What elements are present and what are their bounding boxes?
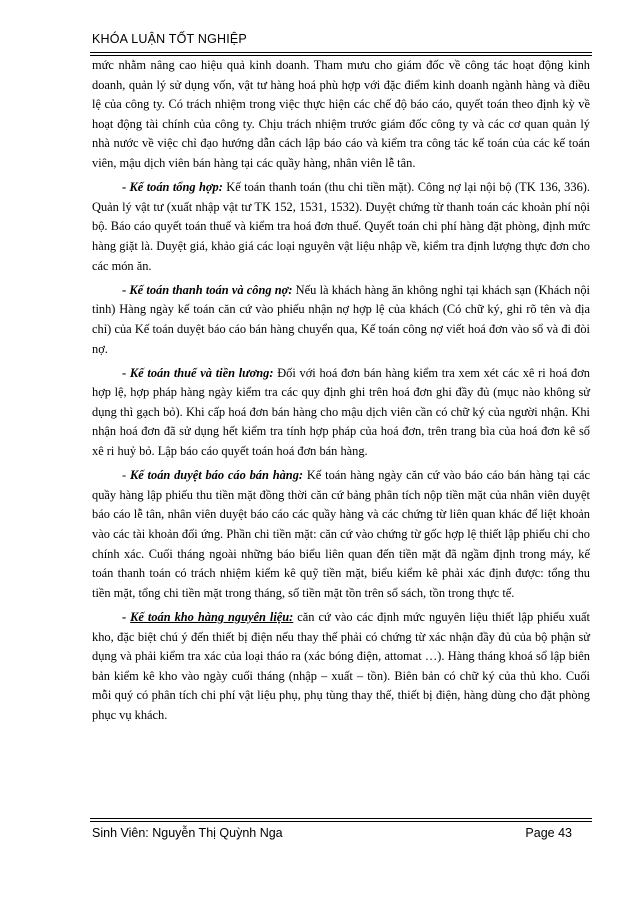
paragraph-label: Kế toán thuế và tiền lương:	[129, 365, 274, 380]
paragraph-lead: -	[122, 468, 130, 483]
paragraph-ke-toan-duyet-bao-cao	[92, 466, 590, 603]
paragraph-label: Kế toán duyệt báo cáo bán hàng:	[129, 468, 304, 483]
paragraph-lead: -	[122, 282, 130, 297]
paragraph-lead: -	[122, 610, 131, 624]
paragraph-ke-toan-tong-hop	[92, 178, 590, 276]
paragraph-lead: -	[122, 365, 130, 380]
paragraph-ke-toan-thue	[92, 364, 590, 462]
paragraph-label: Kế toán thanh toán và công nợ:	[129, 282, 293, 297]
paragraph-text: Kế toán hàng ngày căn cứ vào báo cáo bán hàng tại các quầy hàng lập phiếu thu tiền mặt đồng thời căn cứ bảng phân tích nộp tiền mặt của nhân viên duyệt báo cáo lễ tân, nhân viên duyệt báo cáo các quầy hàng và các chứng từ liên quan khác để liệt khoản vào các tài khoản đối ứng. Phần chi tiền mặt: căn cứ vào chứng từ gốc hợp lệ thiết lập phiếu chi cho chính xác. Cuối tháng ngoài những báo biểu liên quan đến tiền mặt đã ngầm định trong máy, kế toán thanh toán có trách nhiệm kiểm kê quỹ tiền mặt, biểu kiểm kê phải xác định được: tổng thu tiền mặt, tổng chi tiền mặt trong tháng, số tiền mặt tồn trên sổ sách, tồn trong thực tế.	[92, 468, 590, 600]
footer-divider	[90, 818, 592, 822]
footer-page-number: Page 43	[525, 826, 572, 840]
paragraph-text: căn cứ vào các định mức nguyên liệu thiết lập phiếu xuất kho, đặc biệt chú ý đến thiết bị điện nếu thay thế phải có chứng từ xác nhận đầy đủ của bộ phận sử dụng và phải kiểm tra xác của loại tháo ra (xác bóng điện, attomat …). Hàng tháng khoá sổ lập biên bản kiểm kê kho vào ngày cuối tháng (nhập – xuất – tồn). Biên bản có chữ ký của thủ kho. Cuối mỗi quý có phân tích chi phí vật liệu phụ, phụ tùng thay thế, thiết bị điện, hàng dùng cho đặt phòng phục vụ khách.	[92, 610, 590, 722]
paragraph-text: mức nhằm nâng cao hiệu quả kinh doanh. Tham mưu cho giám đốc về công tác hoạt động kinh doanh, quản lý sử dụng vốn, vật tư hàng hoá phù hợp với đặc điểm kinh doanh ngành hàng và điều lệ của công ty. Có trách nhiệm trong việc thực hiện các chế độ báo cáo, quyết toán theo định kỳ về hoạt động tài chính của công ty. Chịu trách nhiệm trước giám đốc công ty và các cơ quan quản lý nhà nước về việc chỉ đạo hướng dẫn cách lập báo cáo và kiểm tra công tác kế toán của các kế toán viên, mậu dịch viên bán hàng tại các quầy hàng, nhân viên lễ tân.	[92, 58, 590, 170]
paragraph-lead: -	[122, 180, 130, 195]
footer-student-name: Sinh Viên: Nguyễn Thị Quỳnh Nga	[92, 826, 283, 840]
paragraph-text: Nếu là khách hàng ăn không nghỉ tại khách sạn (Khách nội tỉnh) Hàng ngày kế toán căn cứ vào phiếu nhận nợ hợp lệ của khách (Có chữ ký, ghi rõ tên và địa chỉ) của Kế toán duyệt báo cáo bán hàng chuyển qua, Kế toán công nợ viết hoá đơn vào sổ và đi đòi nợ.	[92, 282, 590, 356]
paragraph-text: Kế toán thanh toán (thu chi tiền mặt). Công nợ lại nội bộ (TK 136, 336). Quản lý vật tư (xuất nhập vật tư TK 152, 1531, 1532). Duyệt chứng từ thanh toán các khoản phí nội bộ. Báo cáo quyết toán thuế và kiểm tra hoá đơn thuế. Quyết toán chi phí hàng đặt phòng, định mức hàng giặt là. Duyệt giá, khảo giá các loại nguyên vật liệu nhập về, kiểm tra định lượng thực đơn cho các món ăn.	[92, 180, 590, 273]
paragraph-text: Đối với hoá đơn bán hàng kiểm tra xem xét các xê ri hoá đơn hợp lệ, hợp pháp hàng ngày kiểm tra các quy định ghi trên hoá đơn ghi đầy đủ (mục nào không sử dụng thì gạch bỏ). Khi cấp hoá đơn bán hàng cho mậu dịch viên cần có chữ ký của người nhận. Khi nhận hoá đơn đã sử dụng hết kiểm tra tính hợp pháp của hoá đơn, trên trang bìa của hoá đơn kê số xê ri huỷ bỏ. Lập báo cáo quyết toán hoá đơn bán hàng.	[92, 365, 590, 459]
paragraph-label: Kế toán tổng hợp:	[129, 180, 223, 195]
paragraph-ke-toan-thanh-toan	[92, 281, 590, 359]
paragraph-intro	[92, 56, 590, 174]
paragraph-ke-toan-kho-hang	[92, 608, 590, 726]
paragraph-label: Kế toán kho hàng nguyên liệu:	[130, 610, 294, 624]
document-body	[92, 56, 590, 730]
page-header-title: KHÓA LUẬN TỐT NGHIỆP	[92, 32, 247, 46]
header-divider	[90, 52, 592, 56]
